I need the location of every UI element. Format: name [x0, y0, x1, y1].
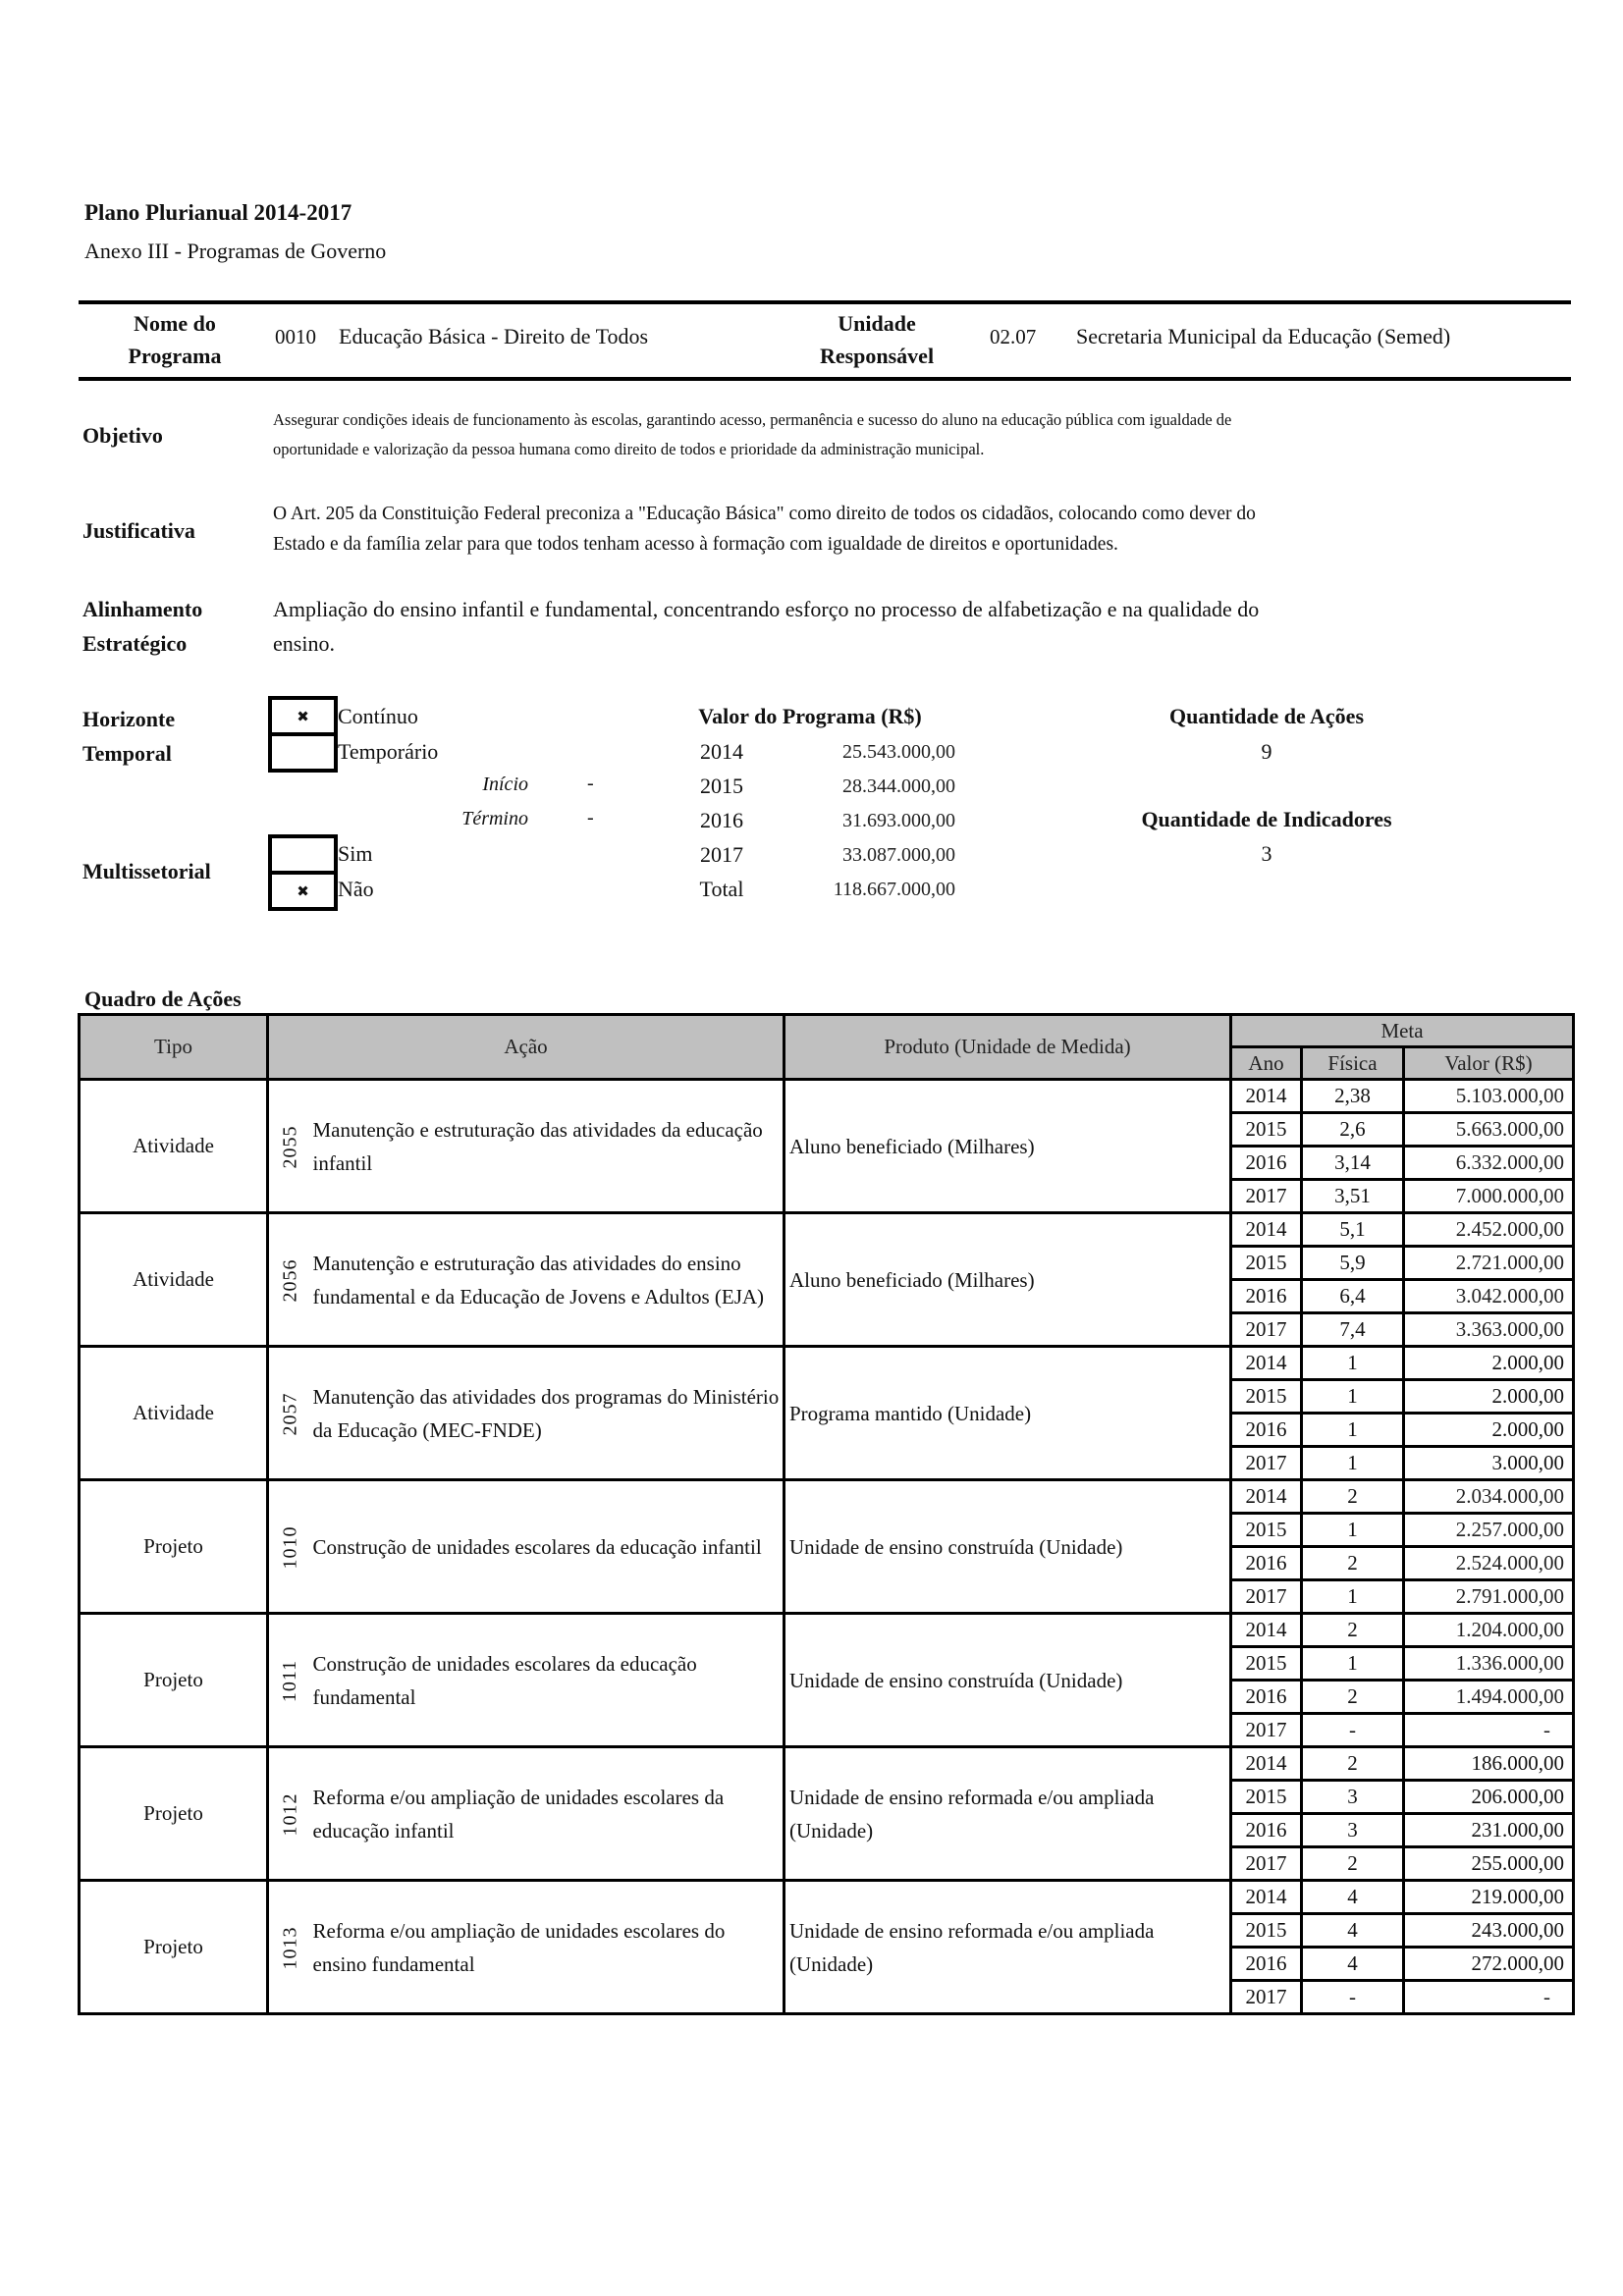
cell-fisica: 6,4 — [1302, 1280, 1404, 1313]
cell-fisica: 3 — [1302, 1814, 1404, 1847]
cell-valor: 2.257.000,00 — [1404, 1514, 1574, 1547]
cell-code — [268, 1881, 309, 2014]
cell-fisica: 4 — [1302, 1948, 1404, 1981]
valor-amount: 25.543.000,00 — [842, 741, 955, 763]
justificativa-label: Justificativa — [82, 518, 195, 543]
cell-tipo: Atividade — [80, 1213, 268, 1347]
cell-code — [268, 1747, 309, 1881]
checkbox-nao[interactable]: ✖ — [272, 871, 334, 907]
cell-valor: 2.452.000,00 — [1404, 1213, 1574, 1247]
cell-valor: 255.000,00 — [1404, 1847, 1574, 1881]
cell-tipo: Projeto — [80, 1480, 268, 1614]
action-code: 1010 — [279, 1525, 301, 1570]
termino-label: Término — [461, 808, 528, 829]
valor-amount: 31.693.000,00 — [842, 810, 955, 831]
valor-year: 2016 — [700, 808, 743, 832]
cell-ano: 2015 — [1231, 1914, 1302, 1948]
cell-valor: - — [1404, 1714, 1574, 1747]
cell-ano: 2015 — [1231, 1647, 1302, 1681]
col-header-tipo: Tipo — [80, 1015, 268, 1080]
action-code: 2056 — [279, 1258, 301, 1303]
cell-valor: 1.336.000,00 — [1404, 1647, 1574, 1681]
cell-fisica: 1 — [1302, 1347, 1404, 1380]
cell-produto: Aluno beneficiado (Milhares) — [784, 1080, 1231, 1213]
cell-valor: 272.000,00 — [1404, 1948, 1574, 1981]
cell-acao: Reforma e/ou ampliação de unidades escolares da educação infantil — [309, 1747, 784, 1881]
cell-valor: 2.000,00 — [1404, 1414, 1574, 1447]
cell-code — [268, 1614, 309, 1747]
qtd-indicadores-value: 3 — [1261, 841, 1272, 866]
quadro-acoes-body — [80, 1080, 1574, 2014]
inicio-value: - — [587, 773, 594, 794]
cell-tipo: Projeto — [80, 1881, 268, 2014]
label-continuo: Contínuo — [338, 704, 418, 728]
horizonte-label-line1: Horizonte — [82, 707, 176, 731]
quadro-acoes-caption: Quadro de Ações — [84, 987, 242, 1011]
inicio-label: Início — [482, 774, 528, 795]
document-subtitle: Anexo III - Programas de Governo — [84, 239, 387, 263]
cell-acao: Manutenção e estruturação das atividades da educação infantil — [309, 1080, 784, 1213]
cell-fisica: 4 — [1302, 1914, 1404, 1948]
cell-ano: 2015 — [1231, 1113, 1302, 1147]
termino-value: - — [587, 807, 594, 828]
horizonte-checkbox-group — [268, 696, 338, 773]
col-header-produto: Produto (Unidade de Medida) — [784, 1015, 1231, 1080]
cell-ano: 2015 — [1231, 1380, 1302, 1414]
cell-code — [268, 1347, 309, 1480]
cell-ano: 2014 — [1231, 1747, 1302, 1781]
cell-fisica: 3,14 — [1302, 1147, 1404, 1180]
cell-fisica: - — [1302, 1714, 1404, 1747]
cell-ano: 2015 — [1231, 1781, 1302, 1814]
quadro-acoes-table — [78, 1013, 1575, 2015]
cell-fisica: 3,51 — [1302, 1180, 1404, 1213]
cell-valor: 206.000,00 — [1404, 1781, 1574, 1814]
cell-ano: 2014 — [1231, 1881, 1302, 1914]
valor-year: 2015 — [700, 774, 743, 798]
valor-amount: 33.087.000,00 — [842, 844, 955, 866]
cell-valor: 186.000,00 — [1404, 1747, 1574, 1781]
qtd-indicadores-label: Quantidade de Indicadores — [1141, 807, 1392, 831]
table-row — [80, 1080, 1574, 1113]
cell-acao: Manutenção e estruturação das atividades do ensino fundamental e da Educação de Jovens e Adultos (EJA) — [309, 1213, 784, 1347]
cell-ano: 2016 — [1231, 1681, 1302, 1714]
program-code: 0010 — [275, 325, 316, 348]
cell-fisica: 2 — [1302, 1747, 1404, 1781]
action-code: 1011 — [279, 1659, 301, 1703]
table-row — [80, 1747, 1574, 1781]
cell-produto: Unidade de ensino reformada e/ou ampliada (Unidade) — [784, 1881, 1231, 2014]
table-row — [80, 1213, 1574, 1247]
cell-fisica: 5,1 — [1302, 1213, 1404, 1247]
multissetorial-label: Multissetorial — [82, 859, 211, 883]
horizonte-label — [82, 702, 175, 771]
cell-fisica: 2,6 — [1302, 1113, 1404, 1147]
cell-fisica: 2 — [1302, 1681, 1404, 1714]
unit-name: Secretaria Municipal da Educação (Semed) — [1076, 324, 1451, 348]
justificativa-text — [273, 499, 1549, 560]
alinhamento-line2: ensino. — [273, 631, 335, 656]
cell-ano: 2017 — [1231, 1714, 1302, 1747]
document-title: Plano Plurianual 2014-2017 — [84, 200, 352, 225]
cell-produto: Unidade de ensino construída (Unidade) — [784, 1480, 1231, 1614]
cell-valor: 2.034.000,00 — [1404, 1480, 1574, 1514]
cell-valor: 1.494.000,00 — [1404, 1681, 1574, 1714]
valor-year: 2017 — [700, 842, 743, 867]
alinhamento-label — [82, 592, 202, 661]
cell-valor: 231.000,00 — [1404, 1814, 1574, 1847]
alinhamento-label-line1: Alinhamento — [82, 597, 203, 621]
label-sim: Sim — [338, 841, 373, 866]
cell-ano: 2014 — [1231, 1347, 1302, 1380]
cell-ano: 2014 — [1231, 1213, 1302, 1247]
col-header-fisica: Física — [1302, 1047, 1404, 1080]
table-row — [80, 1614, 1574, 1647]
cell-fisica: 2 — [1302, 1480, 1404, 1514]
cell-tipo: Atividade — [80, 1347, 268, 1480]
col-header-meta: Meta — [1231, 1015, 1574, 1047]
cell-ano: 2017 — [1231, 1580, 1302, 1614]
cell-valor: 2.791.000,00 — [1404, 1580, 1574, 1614]
cell-tipo: Projeto — [80, 1614, 268, 1747]
header-bottom-rule — [79, 377, 1571, 381]
cell-produto: Aluno beneficiado (Milhares) — [784, 1213, 1231, 1347]
cell-valor: 3.042.000,00 — [1404, 1280, 1574, 1313]
cell-fisica: - — [1302, 1981, 1404, 2014]
cell-code — [268, 1213, 309, 1347]
cell-ano: 2016 — [1231, 1814, 1302, 1847]
cell-acao: Construção de unidades escolares da educação infantil — [309, 1480, 784, 1614]
cell-fisica: 1 — [1302, 1414, 1404, 1447]
cell-valor: 2.000,00 — [1404, 1380, 1574, 1414]
cell-ano: 2016 — [1231, 1948, 1302, 1981]
program-name: Educação Básica - Direito de Todos — [339, 324, 649, 348]
table-row — [80, 1347, 1574, 1380]
horizonte-label-line2: Temporal — [82, 741, 172, 766]
objetivo-line2: oportunidade e valorização da pessoa humana como direito de todos e prioridade da administração municipal. — [273, 440, 985, 458]
table-row — [80, 1480, 1574, 1514]
cell-fisica: 2,38 — [1302, 1080, 1404, 1113]
cell-valor: 1.204.000,00 — [1404, 1614, 1574, 1647]
cell-ano: 2017 — [1231, 1180, 1302, 1213]
unit-label — [793, 307, 960, 372]
cell-ano: 2017 — [1231, 1981, 1302, 2014]
action-code: 1013 — [279, 1926, 301, 1970]
valor-programa-heading: Valor do Programa (R$) — [698, 704, 922, 728]
cell-ano: 2016 — [1231, 1414, 1302, 1447]
valor-total-label: Total — [699, 877, 744, 901]
program-label-line1: Nome do — [134, 311, 216, 336]
cell-fisica: 7,4 — [1302, 1313, 1404, 1347]
col-header-acao: Ação — [268, 1015, 784, 1080]
cell-ano: 2016 — [1231, 1147, 1302, 1180]
alinhamento-line1: Ampliação do ensino infantil e fundamental, concentrando esforço no processo de alfabetização e na qualidade do — [273, 597, 1260, 621]
objetivo-label: Objetivo — [82, 423, 163, 448]
cell-acao: Manutenção das atividades dos programas do Ministério da Educação (MEC-FNDE) — [309, 1347, 784, 1480]
cell-ano: 2015 — [1231, 1514, 1302, 1547]
objetivo-text — [273, 405, 1540, 464]
cell-fisica: 2 — [1302, 1614, 1404, 1647]
checkbox-continuo[interactable]: ✖ — [297, 707, 309, 725]
cell-valor: 2.000,00 — [1404, 1347, 1574, 1380]
cell-ano: 2014 — [1231, 1614, 1302, 1647]
cell-code — [268, 1080, 309, 1213]
cell-ano: 2014 — [1231, 1480, 1302, 1514]
cell-valor: 2.721.000,00 — [1404, 1247, 1574, 1280]
cell-fisica: 2 — [1302, 1547, 1404, 1580]
col-header-valor: Valor (R$) — [1404, 1047, 1574, 1080]
cell-valor: 2.524.000,00 — [1404, 1547, 1574, 1580]
cell-fisica: 2 — [1302, 1847, 1404, 1881]
header-top-rule — [79, 300, 1571, 304]
cell-produto: Unidade de ensino construída (Unidade) — [784, 1614, 1231, 1747]
alinhamento-text — [273, 592, 1549, 661]
program-label-line2: Programa — [128, 344, 222, 368]
cell-ano: 2017 — [1231, 1447, 1302, 1480]
cell-ano: 2017 — [1231, 1313, 1302, 1347]
label-nao: Não — [338, 877, 374, 901]
multissetorial-checkbox-group — [268, 834, 338, 911]
cell-fisica: 1 — [1302, 1447, 1404, 1480]
checkbox-sim[interactable] — [272, 838, 334, 871]
cell-valor: 6.332.000,00 — [1404, 1147, 1574, 1180]
cell-tipo: Projeto — [80, 1747, 268, 1881]
cell-fisica: 1 — [1302, 1647, 1404, 1681]
cell-produto: Unidade de ensino reformada e/ou ampliada (Unidade) — [784, 1747, 1231, 1881]
action-code: 1012 — [279, 1792, 301, 1837]
qtd-acoes-label: Quantidade de Ações — [1168, 704, 1365, 728]
cell-produto: Programa mantido (Unidade) — [784, 1347, 1231, 1480]
unit-label-line2: Responsável — [819, 344, 935, 368]
cell-ano: 2016 — [1231, 1280, 1302, 1313]
cell-ano: 2016 — [1231, 1547, 1302, 1580]
cell-ano: 2015 — [1231, 1247, 1302, 1280]
action-code: 2057 — [279, 1392, 301, 1436]
justificativa-line2: Estado e da família zelar para que todos tenham acesso à formação com igualdade de direitos e oportunidades. — [273, 534, 1118, 555]
cell-valor: 5.663.000,00 — [1404, 1113, 1574, 1147]
table-row — [80, 1881, 1574, 1914]
justificativa-line1: O Art. 205 da Constituição Federal preconiza a "Educação Básica" como direito de todos os cidadãos, colocando como dever do — [273, 504, 1256, 524]
valor-total-amount: 118.667.000,00 — [833, 879, 955, 900]
action-code: 2055 — [279, 1125, 301, 1169]
valor-amount: 28.344.000,00 — [842, 775, 955, 797]
cell-code — [268, 1480, 309, 1614]
alinhamento-label-line2: Estratégico — [82, 631, 188, 656]
cell-valor: 219.000,00 — [1404, 1881, 1574, 1914]
cell-fisica: 1 — [1302, 1580, 1404, 1614]
objetivo-line1: Assegurar condições ideais de funcionamento às escolas, garantindo acesso, permanência e sucesso do aluno na educação pública com igualdade de — [273, 410, 1232, 429]
qtd-acoes-value: 9 — [1261, 739, 1272, 764]
cell-valor: 243.000,00 — [1404, 1914, 1574, 1948]
cell-tipo: Atividade — [80, 1080, 268, 1213]
label-temporario: Temporário — [338, 739, 439, 764]
cell-valor: 3.363.000,00 — [1404, 1313, 1574, 1347]
cell-acao: Reforma e/ou ampliação de unidades escolares do ensino fundamental — [309, 1881, 784, 2014]
checkbox-temporario[interactable] — [272, 732, 334, 769]
cell-ano: 2017 — [1231, 1847, 1302, 1881]
cell-fisica: 3 — [1302, 1781, 1404, 1814]
cell-acao: Construção de unidades escolares da educação fundamental — [309, 1614, 784, 1747]
col-header-ano: Ano — [1231, 1047, 1302, 1080]
cell-valor: 5.103.000,00 — [1404, 1080, 1574, 1113]
program-label — [96, 307, 253, 372]
unit-label-line1: Unidade — [838, 311, 916, 336]
valor-year: 2014 — [700, 739, 743, 764]
cell-valor: 3.000,00 — [1404, 1447, 1574, 1480]
cell-valor: - — [1404, 1981, 1574, 2014]
cell-fisica: 4 — [1302, 1881, 1404, 1914]
cell-fisica: 1 — [1302, 1380, 1404, 1414]
cell-fisica: 1 — [1302, 1514, 1404, 1547]
unit-code: 02.07 — [990, 325, 1037, 348]
cell-ano: 2014 — [1231, 1080, 1302, 1113]
cell-fisica: 5,9 — [1302, 1247, 1404, 1280]
cell-valor: 7.000.000,00 — [1404, 1180, 1574, 1213]
